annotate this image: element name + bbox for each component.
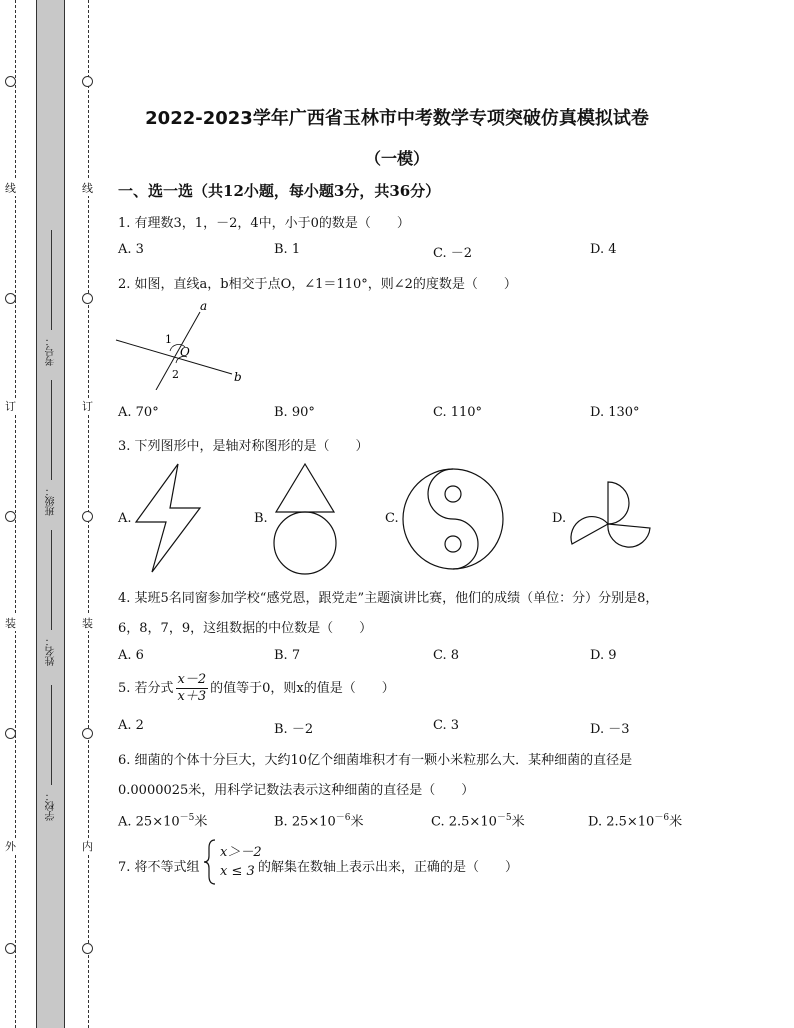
q4-stem-line1: 4. 某班5名同窗参加学校“感党恩，跟党走”主题演讲比赛，他们的成绩（单位：分）分别是8，: [118, 591, 659, 606]
q5-denominator: x＋3: [177, 689, 207, 704]
q3-option-d: D.: [552, 511, 567, 526]
q6-stem-line1: 6. 细菌的个体十分巨大，大约10亿个细菌堆积才有一颗小米粒那么大．某种细菌的直径是: [118, 753, 633, 768]
q6-b-exp: －6: [335, 813, 351, 823]
q7-inequality-1: x＞－2: [220, 845, 262, 860]
field-kaohao: [44, 230, 59, 366]
margin-label-ding-inner: 订: [82, 400, 93, 413]
q4-option-d: D. 9: [590, 648, 617, 663]
label-b: b: [234, 370, 242, 384]
q6-d-exp: －6: [654, 813, 670, 823]
page-subtitle: （一模）: [364, 149, 429, 168]
margin-label-zhuang-inner: 装: [82, 617, 93, 630]
q1-stem: 1. 有理数3，1，－2，4中，小于0的数是（ ）: [118, 216, 410, 231]
binding-hole: [82, 511, 93, 522]
q6-option-d: [588, 810, 682, 829]
binding-hole: [82, 728, 93, 739]
field-banji-label: 班级：: [46, 486, 57, 516]
q5-option-c: C. 3: [433, 718, 460, 733]
q6-a-exp: －5: [179, 813, 195, 823]
field-xuexiao-label: 学校：: [46, 791, 57, 821]
three-blade-pinwheel-figure: [566, 474, 658, 560]
triangle-on-circle-figure: [268, 460, 342, 578]
binding-hole: [82, 943, 93, 954]
margin-label-zhuang: 装: [5, 617, 16, 630]
q6-option-a: [118, 810, 207, 829]
q1-option-a: A. 3: [118, 242, 144, 257]
margin-label-nei: 内: [82, 840, 93, 853]
label-2: 2: [172, 368, 179, 381]
margin-label-ding: 订: [5, 400, 16, 413]
field-kaohao-underline: [52, 230, 53, 330]
field-kaohao-label: 考号：: [46, 336, 57, 366]
label-1: 1: [165, 333, 172, 346]
margin-label-xian-inner: 线: [82, 182, 93, 195]
q6-c-unit: 米: [511, 814, 525, 830]
q6-option-b: [274, 810, 364, 829]
q1-option-d: D. 4: [590, 242, 617, 257]
q6-d-base: D. 2.5×10: [588, 814, 655, 830]
q6-b-unit: 米: [350, 814, 364, 830]
q7-inequality-2: x ≤ 3: [220, 864, 255, 879]
binding-hole: [5, 728, 16, 739]
q4-stem-line2: 6，8，7，9，这组数据的中位数是（ ）: [118, 621, 373, 636]
margin-label-xian: 线: [5, 182, 16, 195]
q5-numerator: x－2: [177, 672, 207, 687]
q1-option-b: B. 1: [274, 242, 301, 257]
q3-option-a: A.: [118, 511, 132, 526]
lightning-bolt-figure: [132, 462, 204, 574]
q6-a-base: A. 25×10: [118, 814, 180, 830]
field-xingming-underline: [52, 530, 53, 630]
q3-option-b: B.: [254, 511, 268, 526]
q6-b-base: B. 25×10: [274, 814, 336, 830]
q5-stem: [118, 672, 395, 705]
q2-option-c: C. 110°: [433, 405, 483, 420]
q2-option-b: B. 90°: [274, 405, 315, 420]
q6-option-c: [431, 810, 525, 829]
q7-brace-icon: [203, 838, 217, 886]
page-title: 2022-2023学年广西省玉林市中考数学专项突破仿真模拟试卷: [145, 108, 649, 129]
q6-a-unit: 米: [194, 814, 208, 830]
q7-suffix: 的解集在数轴上表示出来，正确的是（ ）: [258, 860, 519, 875]
binding-hole: [82, 76, 93, 87]
q6-c-exp: －5: [496, 813, 512, 823]
q7-prefix: 7. 将不等式组: [118, 860, 200, 875]
q5-fraction: [176, 672, 209, 705]
q2-stem: 2. 如图，直线a，b相交于点O，∠1＝110°，则∠2的度数是（ ）: [118, 277, 517, 292]
q3-stem: 3. 下列图形中，是轴对称图形的是（ ）: [118, 439, 369, 454]
q2-intersecting-lines-figure: [112, 298, 252, 390]
field-xuexiao: [44, 685, 59, 821]
q4-option-c: C. 8: [433, 648, 460, 663]
q4-option-a: A. 6: [118, 648, 144, 663]
binding-hole: [82, 293, 93, 304]
margin-label-wai: 外: [5, 840, 16, 853]
q1-option-c: C. －2: [433, 246, 473, 261]
q2-option-d: D. 130°: [590, 405, 640, 420]
binding-hole: [5, 76, 16, 87]
q5-suffix: 的值等于0，则x的值是（ ）: [210, 681, 395, 696]
q5-option-d: D. －3: [590, 722, 630, 737]
q6-d-unit: 米: [669, 814, 683, 830]
q2-option-a: A. 70°: [118, 405, 159, 420]
q5-prefix: 5. 若分式: [118, 681, 174, 696]
label-a: a: [200, 299, 208, 313]
field-xingming-label: 姓名：: [46, 636, 57, 666]
field-xuexiao-underline: [52, 685, 53, 785]
q6-stem-line2: 0.0000025米，用科学记数法表示这种细菌的直径是（ ）: [118, 783, 475, 798]
q6-c-base: C. 2.5×10: [431, 814, 497, 830]
yin-yang-figure: [400, 466, 506, 572]
binding-hole: [5, 293, 16, 304]
q3-option-c: C.: [385, 511, 399, 526]
q5-option-b: B. －2: [274, 722, 314, 737]
field-banji-underline: [52, 380, 53, 480]
field-xingming: [44, 530, 59, 666]
q4-option-b: B. 7: [274, 648, 301, 663]
binding-hole: [5, 943, 16, 954]
label-o: O: [180, 345, 190, 359]
field-banji: [44, 380, 59, 516]
binding-hole: [5, 511, 16, 522]
section-heading: 一、选一选（共12小题，每小题3分，共36分）: [118, 182, 441, 200]
q5-option-a: A. 2: [118, 718, 144, 733]
